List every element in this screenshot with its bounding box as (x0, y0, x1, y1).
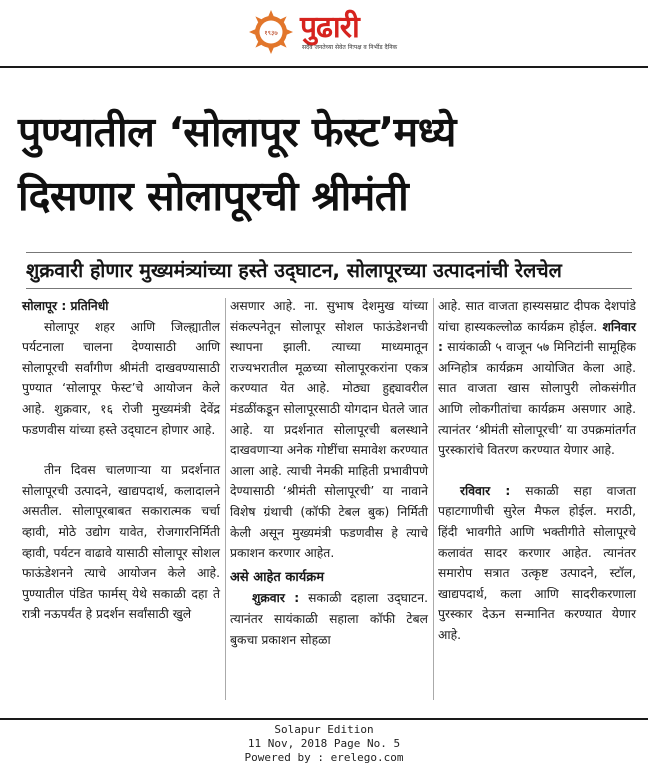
sunday-text: सकाळी सहा वाजता पहाटगाणीची सुरेल मैफल होईल. मराठी, हिंदी भावगीते आणि भक्तीगीते सोलापूरचे कलावंत सादर करणार आहेत. त्यानंतर समारोप सत्रात उत्कृष्ट उत्पादने, स्टॉल, खाद्यपदार्थ, कला आणि सादरीकरणाला पुरस्कार देऊन सन्मानित करण्यात येणार आहे. (438, 483, 636, 642)
friday-label: शुक्रवार : (252, 591, 300, 606)
footer-divider (0, 718, 648, 720)
article-subheadline: शुक्रवारी होणार मुख्यमंत्र्यांच्या हस्ते उद्‍घाटन, सोलापूरच्या उत्पादनांची रेलचेल (26, 259, 562, 282)
brand-block (300, 12, 397, 52)
column-divider (433, 298, 434, 700)
article-column-2 (230, 296, 428, 650)
brand-name: पुढारी (300, 10, 359, 45)
masthead (0, 0, 648, 62)
article-column-1 (22, 296, 220, 625)
article-body (22, 296, 634, 708)
paragraph: तीन दिवस चालणार्‍या या प्रदर्शनात सोलापूरची उत्पादने, खाद्यपदार्थ, कलादालने असतील. सोलापूरबाबत सकारात्मक चर्चा व्हावी, मोठे उद्योग यावेत, रोजगारनिर्मिती व्हावी, पर्यटन वाढावे यासाठी सोलापूर सोशल फाऊंडेशनने त्याचे आयोजन केले आहे. पुण्यातील पंडित फार्मस् येथे सकाळी दहा ते रात्री नऊपर्यंत हे प्रदर्शन सर्वांसाठी खुले (22, 463, 220, 622)
headline-line-2: दिसणार सोलापूरची श्रीमंती (18, 172, 409, 220)
section-heading: असे आहेत कार्यक्रम (230, 569, 325, 585)
saturday-label: शनिवार : (438, 319, 636, 355)
footer (0, 723, 648, 765)
paragraph: असणार आहे. ना. सुभाष देशमुख यांच्या संकल्पनेतून सोलापूर सोशल फाऊंडेशनची स्थापना झाली. त्याच्या माध्यमातून राज्यभरातील मूळच्या सोलापूरकरांना एकत्र करण्यात येत आहे. मोठ्या हुद्द्यावरील मंडळींकडून सोलापूरसाठी योगदान घेतले जात आहे. या प्रदर्शनात सोलापूरची बलस्थाने दाखवणार्‍या अनेक गोष्टींचा समावेश करण्यात आला आहे. त्याची नेमकी माहिती प्रभावीपणे देण्यासाठी ‘श्रीमंती सोलापूरची’ या नावाने विशेष ग्रंथाची (कॉफी टेबल बुक) निर्मिती केली असून मुख्यमंत्री फडणवीस हे त्याचे प्रकाशन करणार आहेत. (230, 299, 428, 561)
seal-year: १९३७ (264, 29, 278, 37)
dateline: सोलापूर : प्रतिनिधी (22, 299, 109, 313)
subheadline-bottom-rule (26, 288, 632, 289)
edition-date-page: 11 Nov, 2018 Page No. 5 (247, 737, 401, 750)
article-column-3 (438, 296, 636, 646)
brand-tagline: सदैव जनतेच्या सेवेत निःपक्ष व निर्भीड दैनिक (302, 44, 398, 51)
friday-text: सकाळी दहाला उद्‍घाटन. त्यानंतर सायंकाळी सहाला कॉफी टेबल बुकचा प्रकाशन सोहळा (230, 591, 428, 647)
newspaper-logo[interactable] (248, 8, 397, 56)
sun-seal-icon (248, 9, 294, 55)
sunday-label: रविवार : (460, 483, 511, 498)
powered-by-link[interactable]: Powered by : erelego.com (244, 751, 404, 764)
masthead-divider (0, 66, 648, 68)
headline-line-1: पुण्यातील ‘सोलापूर फेस्ट’मध्ये (18, 108, 456, 156)
column-divider (225, 298, 226, 700)
saturday-text: सायंकाळी ५ वाजून ५७ मिनिटांनी सामूहिक अग्निहोत्र कार्यक्रम आयोजित केला आहे. सात वाजता खास सोलापुरी लोकसंगीत आणि लोकगीतांचा कार्यक्रम असणार आहे. त्यानंतर ‘श्रीमंती सोलापूरची’ या उपक्रमांतर्गत पुरस्कारांचे वितरण करण्यात येणार आहे. (438, 340, 636, 458)
paragraph: सोलापूर शहर आणि जिल्ह्यातील पर्यटनाला चालना देण्यासाठी आणि सोलापूरची सर्वांगीण श्रीमंती दाखवण्यासाठी पुण्यात ‘सोलापूर फेस्ट’चे आयोजन केले आहे. शुक्रवार, १६ रोजी मुख्यमंत्री देवेंद्र फडणवीस यांच्या हस्ते उद्‍घाटन होणार आहे. (22, 319, 220, 437)
edition-name: Solapur Edition (274, 723, 374, 736)
paragraph: आहे. सात वाजता हास्यसम्राट दीपक देशपांडे यांचा हास्यकल्लोळ कार्यक्रम होईल. (438, 299, 636, 334)
article-headline (18, 100, 638, 228)
subheadline-top-rule (26, 252, 632, 253)
